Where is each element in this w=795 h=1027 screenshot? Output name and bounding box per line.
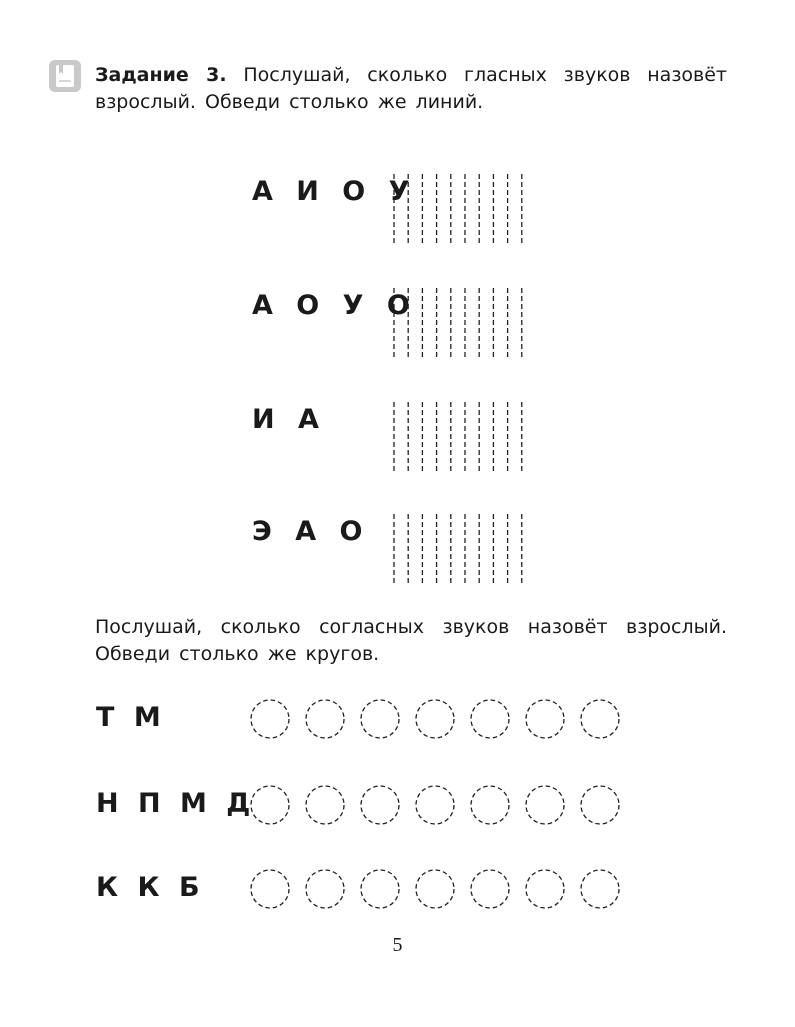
tracing-circle[interactable] xyxy=(526,700,564,738)
consonant-letters: Н П М Д xyxy=(96,788,256,819)
tracing-circles[interactable] xyxy=(248,784,628,828)
vowel-letters: И А xyxy=(252,404,326,435)
tracing-circle[interactable] xyxy=(306,700,344,738)
tracing-circle[interactable] xyxy=(251,786,289,824)
vowel-letters: Э А О xyxy=(252,516,370,547)
consonant-instruction: Послушай, сколько согласных звуков назовёт взрослый. Обведи столько же кругов. xyxy=(95,616,727,665)
tracing-circle[interactable] xyxy=(306,870,344,908)
tracing-circle[interactable] xyxy=(361,870,399,908)
tracing-circles[interactable] xyxy=(248,698,628,742)
tracing-circle[interactable] xyxy=(471,700,509,738)
tracing-circle[interactable] xyxy=(251,870,289,908)
notebook-icon xyxy=(49,60,81,92)
tracing-circle[interactable] xyxy=(416,700,454,738)
tracing-lines[interactable] xyxy=(386,286,526,361)
vowel-letters: А О У О xyxy=(252,290,417,321)
consonant-letters: К К Б xyxy=(96,872,205,903)
tracing-circle[interactable] xyxy=(471,870,509,908)
consonant-letters: Т М xyxy=(96,702,166,733)
tracing-circle[interactable] xyxy=(581,870,619,908)
tracing-circle[interactable] xyxy=(581,786,619,824)
tracing-circle[interactable] xyxy=(416,786,454,824)
tracing-circle[interactable] xyxy=(416,870,454,908)
tracing-circle[interactable] xyxy=(471,786,509,824)
vowel-letters: А И О У xyxy=(252,176,417,207)
tracing-lines[interactable] xyxy=(386,400,526,475)
tracing-lines[interactable] xyxy=(386,172,526,247)
tracing-circle[interactable] xyxy=(306,786,344,824)
task-instruction xyxy=(95,62,727,116)
page-number: 5 xyxy=(392,934,403,956)
tracing-circle[interactable] xyxy=(361,786,399,824)
tracing-circle[interactable] xyxy=(526,870,564,908)
task-text: Послушай, сколько гласных звуков назовёт взрослый. Обведи столько же линий. xyxy=(95,64,727,113)
task-label: Задание 3. xyxy=(95,64,227,86)
tracing-circle[interactable] xyxy=(526,786,564,824)
tracing-lines[interactable] xyxy=(386,512,526,587)
tracing-circles[interactable] xyxy=(248,868,628,912)
tracing-circle[interactable] xyxy=(361,700,399,738)
tracing-circle[interactable] xyxy=(581,700,619,738)
tracing-circle[interactable] xyxy=(251,700,289,738)
